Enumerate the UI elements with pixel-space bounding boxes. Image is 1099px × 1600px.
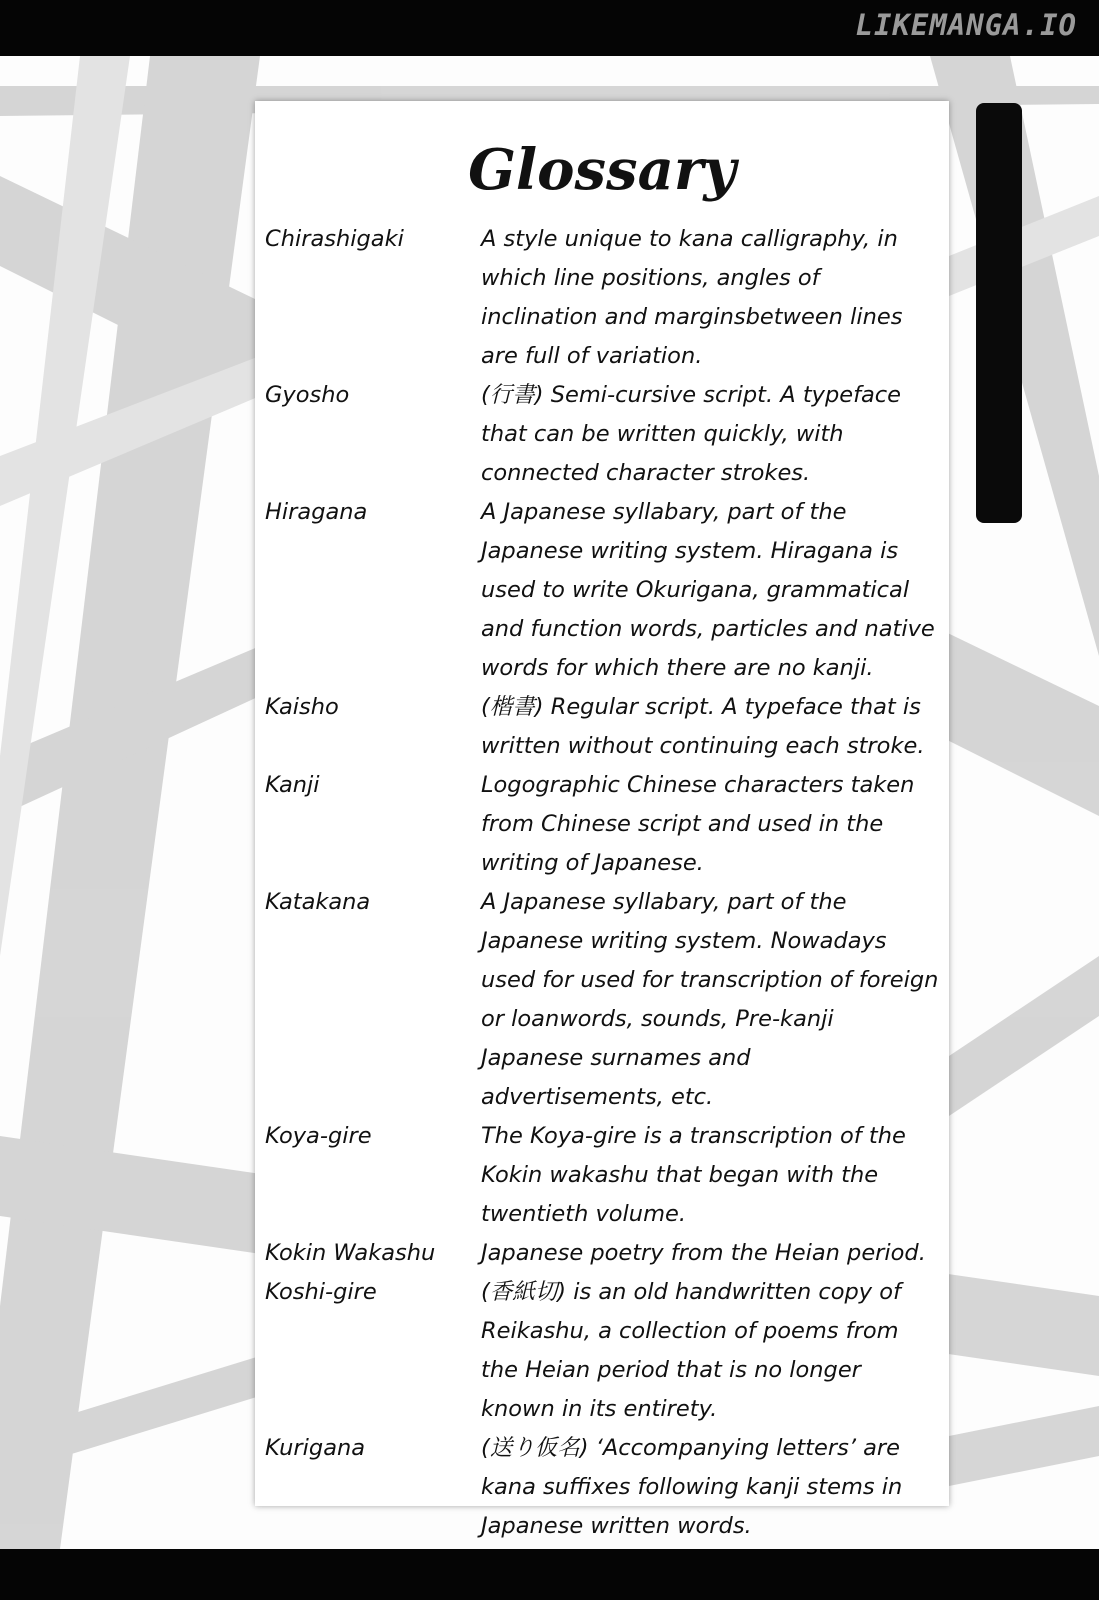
- glossary-entry: [265, 688, 941, 766]
- glossary-term: Gyosho: [265, 382, 350, 408]
- glossary-term: Kurigana: [265, 1435, 366, 1461]
- glossary-definition: (行書) Semi-cursive script. A typeface that can be written quickly, with connected character strokes.: [481, 382, 902, 486]
- glossary-entry: [265, 220, 941, 376]
- glossary-entry: [265, 1117, 941, 1234]
- glossary-entry: [265, 883, 941, 1117]
- glossary-panel: [255, 101, 949, 1539]
- glossary-definition: (香紙切) is an old handwritten copy of Reikashu, a collection of poems from the Heian period that is no longer known in its entirety.: [481, 1279, 901, 1422]
- glossary-term: Koya-gire: [265, 1123, 372, 1149]
- glossary-term: Hiragana: [265, 499, 368, 525]
- top-bar: [0, 0, 1099, 56]
- glossary-definition: A style unique to kana calligraphy, in which line positions, angles of inclination and marginsbetween lines are full of variation.: [481, 226, 903, 369]
- glossary-term: Koshi-gire: [265, 1279, 377, 1305]
- glossary-term: Kaisho: [265, 694, 339, 720]
- glossary-term: Kokin Wakashu: [265, 1240, 436, 1266]
- glossary-entry: [265, 1429, 941, 1546]
- glossary-entry: [265, 493, 941, 688]
- glossary-term: Kanji: [265, 772, 320, 798]
- glossary-list: [265, 220, 941, 1546]
- glossary-definition: A Japanese syllabary, part of the Japanese writing system. Nowadays used for used for transcription of foreign or loanwords, sounds, Pre-kanji Japanese surnames and advertisements, etc.: [481, 889, 939, 1110]
- glossary-entry: [265, 376, 941, 493]
- glossary-term: Katakana: [265, 889, 371, 915]
- glossary-definition: Logographic Chinese characters taken from Chinese script and used in the writing of Japanese.: [481, 772, 915, 876]
- glossary-definition: A Japanese syllabary, part of the Japanese writing system. Hiragana is used to write Okurigana, grammatical and function words, particles and native words for which there are no kanji.: [481, 499, 935, 681]
- glossary-definition: The Koya-gire is a transcription of the Kokin wakashu that began with the twentieth volume.: [481, 1123, 906, 1227]
- glossary-entry: [265, 1234, 941, 1273]
- glossary-definition: Japanese poetry from the Heian period.: [481, 1240, 926, 1266]
- glossary-definition: (送り仮名) ‘Accompanying letters’ are kana suffixes following kanji stems in Japanese written words.: [481, 1435, 903, 1539]
- side-tab: [976, 103, 1022, 523]
- page-title: Glossary: [468, 137, 736, 203]
- watermark: LIKEMANGA.IO: [855, 8, 1077, 42]
- bottom-bar: [0, 1549, 1099, 1600]
- glossary-term: Chirashigaki: [265, 226, 404, 252]
- glossary-entry: [265, 766, 941, 883]
- glossary-entry: [265, 1273, 941, 1429]
- glossary-definition: (楷書) Regular script. A typeface that is written without continuing each stroke.: [481, 694, 925, 759]
